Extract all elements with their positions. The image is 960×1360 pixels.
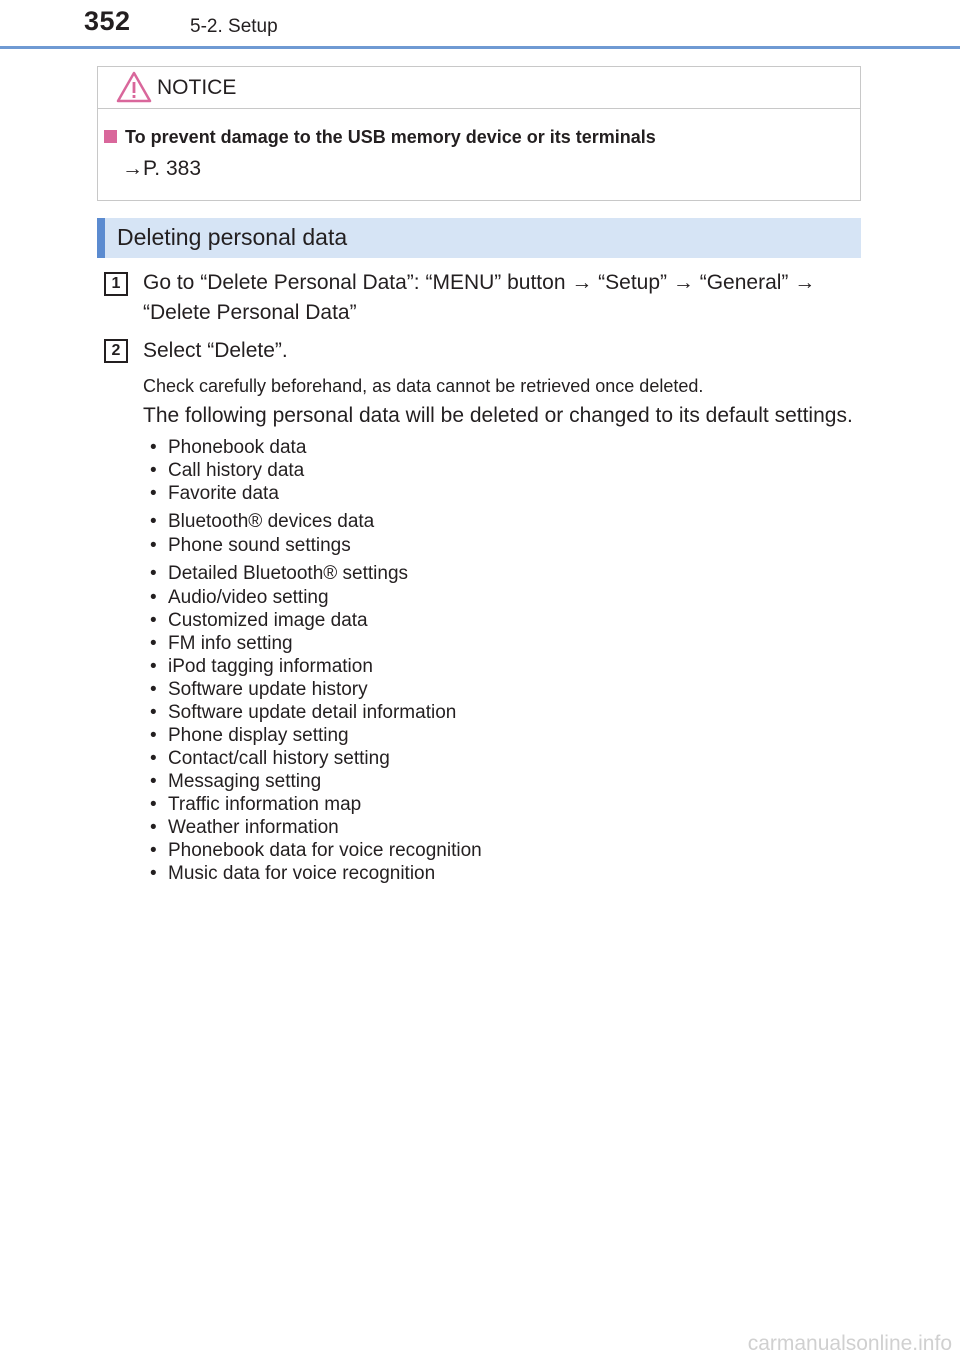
bullet-icon: • <box>150 817 157 838</box>
warning-icon <box>116 71 152 108</box>
bullet-icon: • <box>150 863 157 884</box>
bullet-icon: • <box>150 460 157 481</box>
header-rule <box>0 46 960 49</box>
list-item <box>150 459 482 482</box>
list-item <box>150 505 482 534</box>
bullet-icon: • <box>150 748 157 769</box>
list-item-text: Music data for voice recognition <box>168 863 436 884</box>
list-item <box>150 632 482 655</box>
list-item-text: Phonebook data <box>168 437 307 458</box>
list-item <box>150 747 482 770</box>
section-title: 5-2. Setup <box>190 16 278 37</box>
list-item-text: Phonebook data for voice recognition <box>168 840 482 861</box>
list-item-text: Phone sound settings <box>168 535 351 556</box>
step-1-text <box>143 268 815 328</box>
bullet-icon: • <box>150 587 157 608</box>
list-item <box>150 839 482 862</box>
bullet-icon: • <box>150 702 157 723</box>
list-item-text: Detailed Bluetooth® settings <box>168 563 409 584</box>
bullet-icon: • <box>150 633 157 654</box>
list-item <box>150 793 482 816</box>
list-item-text: Messaging setting <box>168 771 322 792</box>
list-item <box>150 678 482 701</box>
square-bullet-icon <box>104 130 117 143</box>
list-item <box>150 724 482 747</box>
list-item-text: Call history data <box>168 460 305 481</box>
personal-data-list <box>150 436 482 885</box>
section-heading <box>97 218 861 258</box>
bullet-icon: • <box>150 794 157 815</box>
list-item <box>150 586 482 609</box>
list-item <box>150 701 482 724</box>
list-item <box>150 482 482 505</box>
bullet-icon: • <box>150 771 157 792</box>
list-item-text: FM info setting <box>168 633 293 654</box>
list-item-text: iPod tagging information <box>168 656 373 677</box>
step-number-1: 1 <box>104 272 128 296</box>
list-item <box>150 862 482 885</box>
list-item <box>150 557 482 586</box>
list-item <box>150 655 482 678</box>
page-number: 352 <box>84 6 131 36</box>
bullet-icon: • <box>150 563 157 584</box>
notice-box <box>97 66 861 201</box>
bullet-icon: • <box>150 725 157 746</box>
list-lead: The following personal data will be deleted or changed to its default settings. <box>143 404 853 427</box>
notice-item <box>104 127 656 148</box>
list-item <box>150 436 482 459</box>
list-item-text: Favorite data <box>168 483 279 504</box>
bullet-icon: • <box>150 656 157 677</box>
list-item-text: Customized image data <box>168 610 368 631</box>
list-item <box>150 770 482 793</box>
notice-page-reference[interactable]: →P. 383 <box>122 157 202 180</box>
page-header <box>0 0 960 50</box>
list-item-text: Traffic information map <box>168 794 362 815</box>
list-item <box>150 816 482 839</box>
step-2-text: Select “Delete”. <box>143 339 288 362</box>
bullet-icon: • <box>150 483 157 504</box>
step-1-line-1: Go to “Delete Personal Data”: “MENU” button → “Setup” → “General” → <box>143 271 816 294</box>
list-item-text: Phone display setting <box>168 725 349 746</box>
step-1-line-2: “Delete Personal Data” <box>143 301 357 324</box>
list-item <box>150 609 482 632</box>
notice-label: NOTICE <box>157 76 237 99</box>
bullet-icon: • <box>150 610 157 631</box>
list-item-text: Weather information <box>168 817 339 838</box>
bullet-icon: • <box>150 535 157 556</box>
bullet-icon: • <box>150 437 157 458</box>
list-item <box>150 534 482 557</box>
notice-header <box>98 67 860 109</box>
watermark: carmanualsonline.info <box>747 1332 952 1355</box>
bullet-icon: • <box>150 840 157 861</box>
step-number-2: 2 <box>104 339 128 363</box>
list-item-text: Software update history <box>168 679 368 700</box>
notice-item-text: To prevent damage to the USB memory device or its terminals <box>125 127 656 147</box>
bullet-icon: • <box>150 679 157 700</box>
list-item-text: Audio/video setting <box>168 587 329 608</box>
bullet-icon: • <box>150 511 157 532</box>
list-item-text: Software update detail information <box>168 702 457 723</box>
list-item-text: Contact/call history setting <box>168 748 390 769</box>
caution-note: Check carefully beforehand, as data cannot be retrieved once deleted. <box>143 376 704 396</box>
section-heading-text: Deleting personal data <box>117 224 348 250</box>
list-item-text: Bluetooth® devices data <box>168 511 375 532</box>
